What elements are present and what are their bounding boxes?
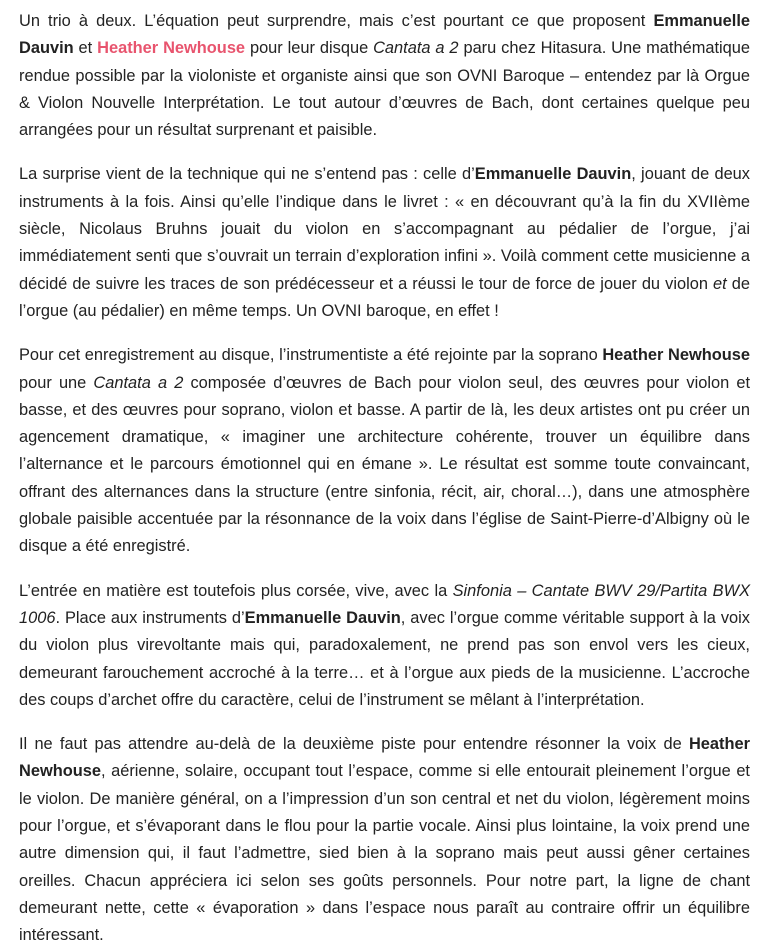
- artist-link-heather-newhouse[interactable]: Heather Newhouse: [97, 39, 246, 58]
- paragraph-4: [19, 578, 750, 714]
- paragraph-text: L’entrée en matière est toutefois plus corsée, vive, avec la: [19, 581, 453, 600]
- work-title: Sinfonia – Cantate BWV 29/Partita BWX 1006: [19, 581, 750, 627]
- artist-name: Heather Newhouse: [19, 735, 750, 781]
- paragraph-text: . Place aux instruments d’: [55, 608, 245, 627]
- paragraph-2: [19, 161, 750, 325]
- paragraph-text: La surprise vient de la technique qui ne s’entend pas : celle d’: [19, 165, 475, 184]
- artist-name: Emmanuelle Dauvin: [244, 608, 401, 627]
- paragraph-text: et: [73, 39, 98, 58]
- paragraph-text: , aérienne, solaire, occupant tout l’espace, comme si elle entourait pleinement l’orgue et le violon. De manière général, on a l’impression d’un son central et net du violon, légèrement moins pour l’orgue, et s’évaporant dans le flou pour la partie vocale. Ainsi plus lointaine, la voix prend une autre dimension qui, il faut l’admettre, sied bien à la soprano mais peut aussi gêner certaines oreilles. Chacun appréciera ici selon ses goûts personnels. Pour notre part, la ligne de chant demeurant nette, cette « évaporation » dans l’espace nous paraît au contraire offrir un équilibre intéressant.: [19, 762, 750, 945]
- paragraph-text: pour leur disque: [245, 39, 374, 58]
- paragraph-5: [19, 731, 750, 949]
- paragraph-text: Pour cet enregistrement au disque, l’instrumentiste a été rejointe par la soprano: [19, 346, 603, 365]
- paragraph-text: Il ne faut pas attendre au-delà de la deuxième piste pour entendre résonner la voix de: [19, 735, 689, 754]
- emphasis: et: [713, 274, 727, 293]
- paragraph-text: , jouant de deux instruments à la fois. Ainsi qu’elle l’indique dans le livret : « en découvrant qu’à la fin du XVIIème siècle, Nicolaus Bruhns jouait du violon en s’accompagnant au pédalier de l’orgue, j’ai immédiatement senti que s’ouvrait un terrain d’exploration infini ». Voilà comment cette musicienne a décidé de suivre les traces de son prédécesseur et a réussi le tour de force de jouer du violon: [19, 165, 750, 293]
- paragraph-text: , avec l’orgue comme véritable support à la voix du violon plus virevoltante mais qui, paradoxalement, ne prend pas son envol vers les cieux, demeurant farouchement accroché à la terre… et à l’orgue aux pieds de la musicienne. L’accroche des coups d’archet offre du caractère, celui de l’instrument se mêlant à l’interprétation.: [19, 608, 750, 709]
- paragraph-text: pour une: [19, 373, 94, 392]
- album-title: Cantata a 2: [93, 373, 184, 392]
- paragraph-text: Un trio à deux. L’équation peut surprendre, mais c’est pourtant ce que proposent: [19, 12, 654, 30]
- paragraph-text: de l’orgue (au pédalier) en même temps. Un OVNI baroque, en effet !: [19, 274, 750, 320]
- album-title: Cantata a 2: [373, 39, 459, 58]
- paragraph-1: [19, 8, 750, 144]
- paragraph-text: paru chez Hitasura. Une mathématique rendue possible par la violoniste et organiste ainsi que son OVNI Baroque – entendez par là Orgue & Violon Nouvelle Interprétation. Le tout autour d’œuvres de Bach, dont certaines quelque peu arrangées pour un résultat surprenant et paisible.: [19, 39, 751, 140]
- paragraph-text: composée d’œuvres de Bach pour violon seul, des œuvres pour violon et basse, et des œuvres pour soprano, violon et basse. A partir de là, les deux artistes ont pu créer un agencement dramatique, « imaginer une architecture cohérente, trouver un équilibre dans l’alternance et le parcours émotionnel qui en émane ». Le résultat est somme toute convaincant, offrant des alternances dans la structure (entre sinfonia, récit, air, choral…), dans une atmosphère globale paisible accentuée par la résonnance de la voix dans l’église de Saint-Pierre-d’Albigny où le disque a été enregistré.: [19, 373, 751, 556]
- artist-name: Emmanuelle Dauvin: [19, 12, 750, 58]
- paragraph-3: [19, 342, 750, 560]
- artist-name: Emmanuelle Dauvin: [474, 165, 632, 184]
- artist-name: Heather Newhouse: [602, 346, 750, 365]
